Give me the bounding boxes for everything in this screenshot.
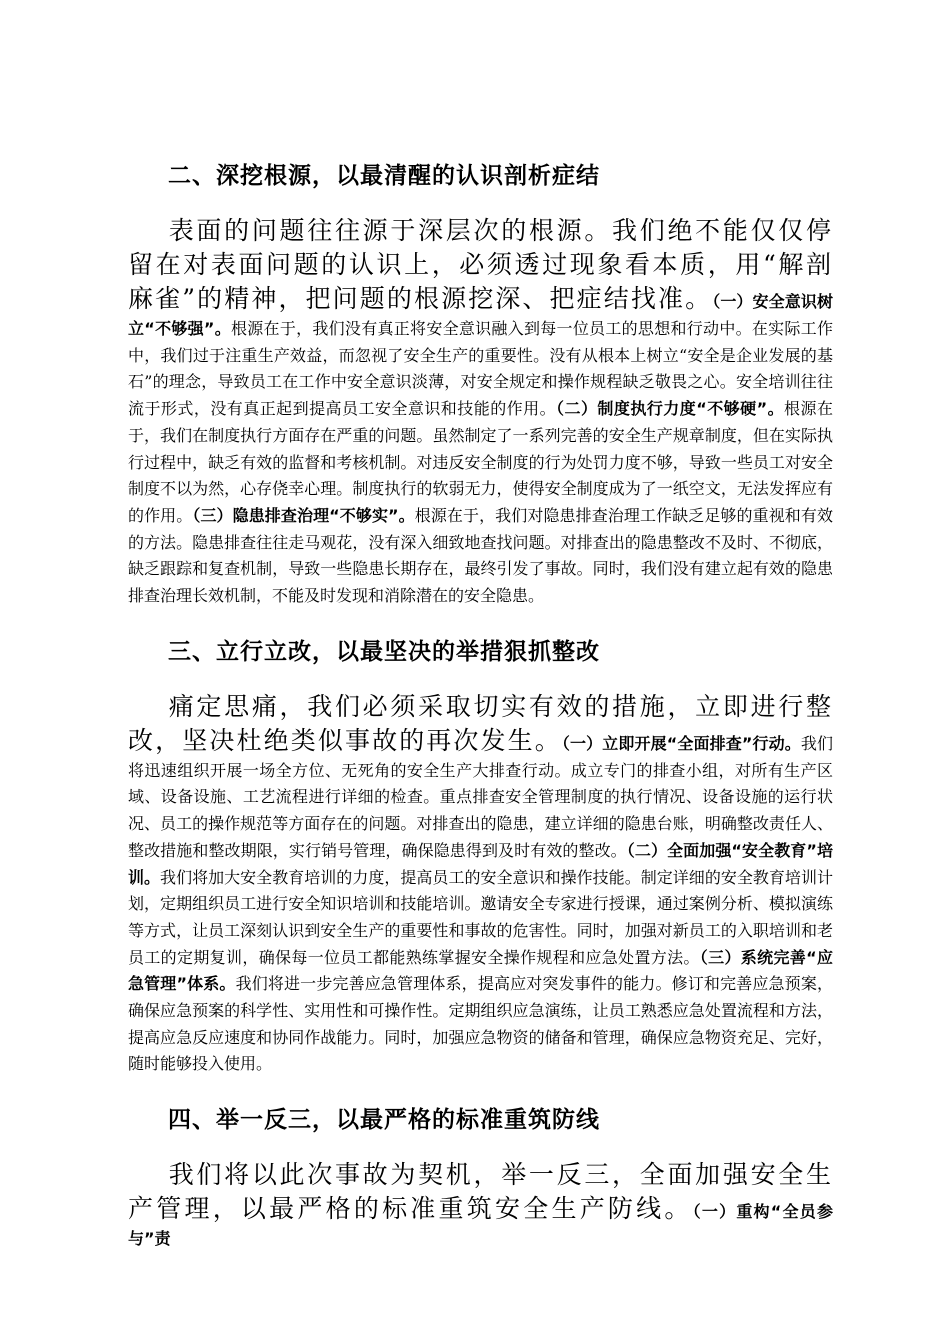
section-heading: 四、举一反三，以最严格的标准重筑防线 (168, 1107, 600, 1134)
item-title: （一）立即开展“全面排查”行动。 (561, 733, 801, 753)
document-body (128, 160, 833, 1279)
section-paragraph (128, 1158, 833, 1253)
section-paragraph (128, 214, 833, 610)
paragraph-intro: 表面的问题往往源于深层次的根源。我们绝不能仅仅停留在对表面问题的认识上，必须透过现象看本质，用“解剖麻雀”的精神，把问题的根源挖深、把症结找准。 (128, 216, 833, 313)
section-heading: 二、深挖根源，以最清醒的认识剖析症结 (168, 163, 600, 189)
item-title: （三）隐患排查治理“不够实”。 (192, 505, 415, 525)
paragraph-intro: 我们将以此次事故为契机，举一反三，全面加强安全生产管理，以最严格的标准重筑安全生产防线。 (128, 1160, 833, 1224)
item-text: 根源在于，我们对隐患排查治理工作缺乏足够的重视和有效的方法。隐患排查往往走马观花，没有深入细致地查找问题。对排查出的隐患整改不及时、不彻底，缺乏跟踪和复查机制，导致一些隐患长期存在，最终引发了事故。同时，我们没有建立起有效的隐患排查治理长效机制，不能及时发现和消除潜在的安全隐患。 (128, 505, 833, 606)
item-text: 我们将加大安全教育培训的力度，提高员工的安全意识和操作技能。制定详细的安全教育培训计划，定期组织员工进行安全知识培训和技能培训。邀请安全专家进行授课，通过案例分析、模拟演练等方式，让员工深刻认识到安全生产的重要性和事故的危害性。同时，加强对新员工的入职培训和老员工的定期复训，确保每一位员工都能熟练掌握安全操作规程和应急处置方法。 (128, 867, 833, 967)
section-heading: 三、立行立改，以最坚决的举措狠抓整改 (168, 638, 600, 665)
item-text: 我们将进一步完善应急管理体系，提高应对突发事件的能力。修订和完善应急预案，确保应急预案的科学性、实用性和可操作性。定期组织应急演练，让员工熟悉应急处置流程和方法，提高应急反应速度和协同作战能力。同时，加强应急物资的储备和管理，确保应急物资充足、完好，随时能够投入使用。 (128, 974, 833, 1074)
item-text: 根源在于，我们没有真正将安全意识融入到每一位员工的思想和行动中。在实际工作中，我们过于注重生产效益，而忽视了安全生产的重要性。没有从根本上树立“安全是企业发展的基石”的理念，导致员工在工作中安全意识淡薄，对安全规定和操作规程缺乏敬畏之心。安全培训往往流于形式，没有真正起到提高员工安全意识和技能的作用。 (128, 319, 833, 419)
item-text: 我们将迅速组织开展一场全方位、无死角的安全生产大排查行动。成立专门的排查小组，对所有生产区域、设备设施、工艺流程进行详细的检查。重点排查安全管理制度的执行情况、设备设施的运行状况、员工的操作规范等方面存在的问题。对排查出的隐患，建立详细的隐患台账，明确整改责任人、整改措施和整改期限，实行销号管理，确保隐患得到及时有效的整改。 (128, 733, 833, 860)
item-title: （二）全面加强“安全教育”培训。 (128, 840, 833, 887)
item-title: （二）制度执行力度“不够硬”。 (556, 399, 785, 419)
item-title: （一）安全意识树立“不够强”。 (128, 292, 833, 338)
item-title: （三）系统完善“应急管理”体系。 (128, 947, 833, 994)
paragraph-intro: 痛定思痛，我们必须采取切实有效的措施，立即进行整改，坚决杜绝类似事故的再次发生。 (128, 691, 833, 755)
item-text: 根源在于，我们在制度执行方面存在严重的问题。虽然制定了一系列完善的安全生产规章制度，但在实际执行过程中，缺乏有效的监督和考核机制。对违反安全制度的行为处罚力度不够，导致一些员工对安全制度不以为然，心存侥幸心理。制度执行的软弱无力，使得安全制度成为了一纸空文，无法发挥应有的作用。 (128, 399, 833, 525)
section-paragraph (128, 690, 833, 1078)
item-title: （一）重构“全员参与”责 (128, 1202, 833, 1249)
